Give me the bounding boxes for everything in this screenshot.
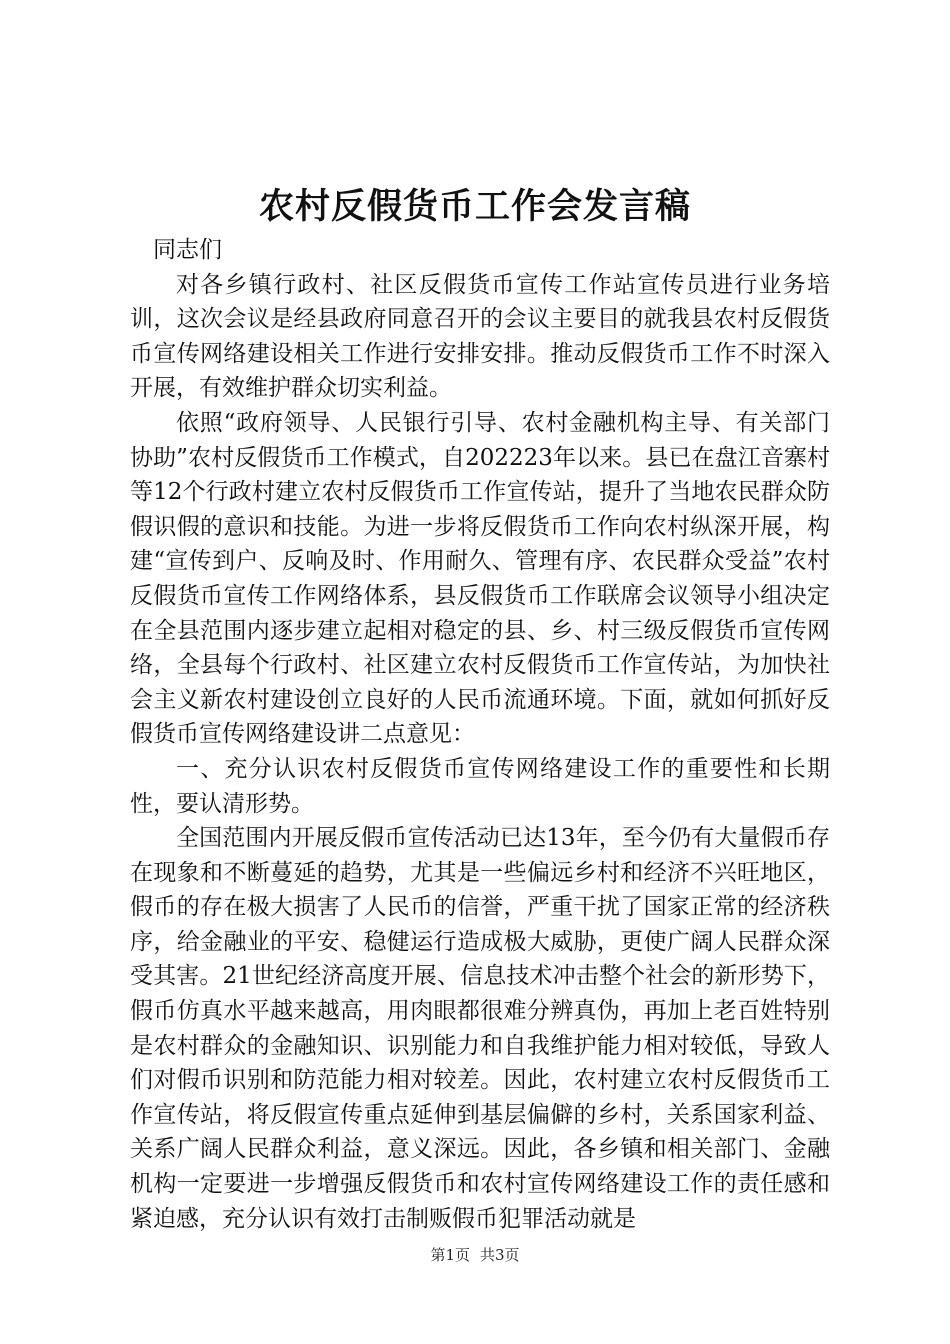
section-heading-1: 一、充分认识农村反假货币宣传网络建设工作的重要性和长期性，要认清形势。 — [130, 755, 830, 817]
page-footer — [0, 1244, 950, 1266]
paragraph-situation: 全国范围内开展反假币宣传活动已达13年，至今仍有大量假币存在现象和不断蔓延的趋势，尤其是一些偏远乡村和经济不兴旺地区，假币的存在极大损害了人民币的信誉，严重干扰了国家正常的经济秩序，给金融业的平安、稳健运行造成极大威胁，更使广阔人民群众深受其害。21世纪经济高度开展、信息技术冲击整个社会的新形势下，假币仿真水平越来越高，用肉眼都很难分辨真伪，再加上老百姓特别是农村群众的金融知识、识别能力和自我维护能力相对较低，导致人们对假币识别和防范能力相对较差。因此，农村建立农村反假货币工作宣传站，将反假宣传重点延伸到基层偏僻的乡村，关系国家利益、关系广阔人民群众利益，意义深远。因此，各乡镇和相关部门、金融机构一定要进一步增强反假货币和农村宣传网络建设工作的责任感和紧迫感，充分认识有效打击制贩假币犯罪活动就是 — [130, 825, 830, 1232]
paragraph-background: 依照“政府领导、人民银行引导、农村金融机构主导、有关部门协助”农村反假货币工作模式，自202223年以来。县已在盘江音寨村等12个行政村建立农村反假货币工作宣传站，提升了当地农民群众防假识假的意识和技能。为进一步将反假货币工作向农村纵深开展，构建“宣传到户、反响及时、作用耐久、管理有序、农民群众受益”农村反假货币宣传工作网络体系，县反假货币工作联席会议领导小组决定在全县范围内逐步建立起相对稳定的县、乡、村三级反假货币宣传网络，全县每个行政村、社区建立农村反假货币工作宣传站，为加快社会主义新农村建设创立良好的人民币流通环境。下面，就如何抓好反假货币宣传网络建设讲二点意见： — [130, 409, 830, 748]
document-title: 农村反假货币工作会发言稿 — [258, 186, 691, 227]
page-number: 第1页 — [430, 1246, 470, 1264]
page-total: 共3页 — [480, 1246, 520, 1264]
document-body — [130, 233, 830, 1236]
paragraph-intro: 对各乡镇行政村、社区反假货币宣传工作站宣传员进行业务培训，这次会议是经县政府同意召开的会议主要目的就我县农村反假货币宣传网络建设相关工作进行安排安排。推动反假货币工作不时深入开展，有效维护群众切实利益。 — [130, 271, 830, 402]
salutation: 同志们 — [153, 237, 222, 263]
